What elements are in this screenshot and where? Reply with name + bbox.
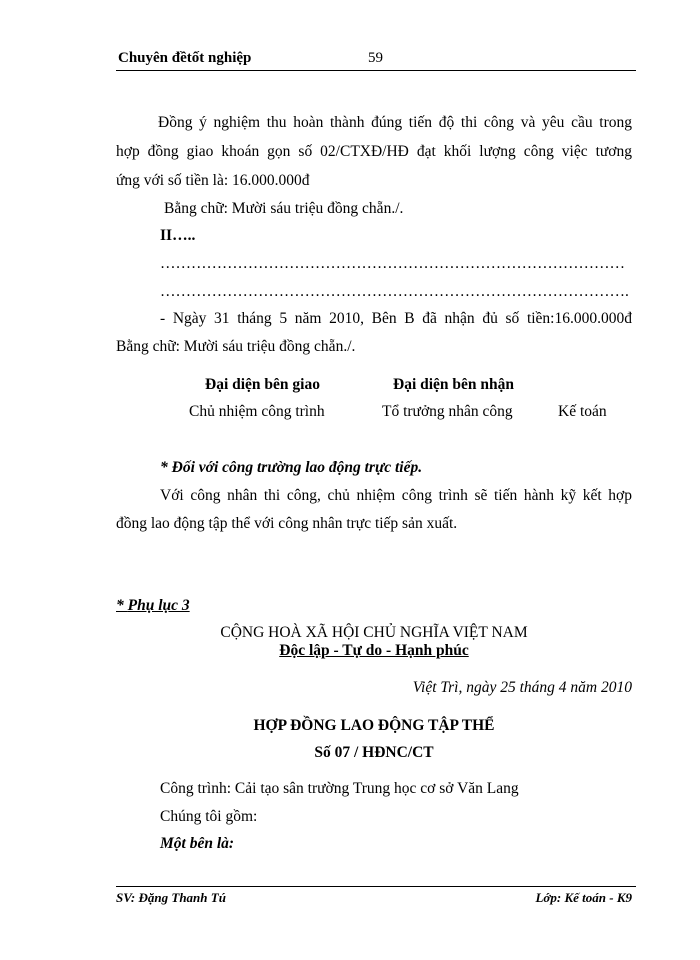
footer-rule: [116, 886, 636, 887]
dotted-line: ……………………………………………………………………………….: [160, 283, 629, 300]
republic-heading: CỘNG HOÀ XÃ HỘI CHỦ NGHĨA VIỆT NAM: [220, 624, 528, 641]
class-name: Lớp: Kế toán - K9: [535, 890, 632, 905]
party-a-label: Một bên là:: [160, 835, 235, 852]
signature-role-ke-toan: Kế toán: [558, 403, 607, 420]
dotted-line: ………………………………………………………………………………: [160, 255, 625, 272]
appendix-heading: [116, 597, 190, 615]
signature-role-to-truong: Tổ trưởng nhân công: [382, 403, 513, 420]
appendix-star: *: [116, 597, 128, 614]
project-line: Công trình: Cải tạo sân trường Trung học cơ sở Văn Lang: [160, 780, 519, 797]
national-motto: [116, 642, 632, 660]
signature-role-chu-nhiem: Chủ nhiệm công trình: [189, 403, 325, 420]
paragraph-line: ứng với số tiền là: 16.000.000đ: [116, 172, 310, 189]
parties-intro: Chúng tôi gồm:: [160, 808, 258, 825]
section-heading-direct-labor: * Đối với công trường lao động trực tiếp.: [160, 459, 423, 476]
motto-text: Độc lập - Tự do - Hạnh phúc: [279, 642, 469, 659]
paragraph-line: đồng lao động tập thể với công nhân trực tiếp sản xuất.: [116, 515, 458, 532]
student-name: SV: Đặng Thanh Tú: [116, 890, 226, 905]
section-ii-heading: II…..: [160, 227, 196, 244]
paragraph-line: - Ngày 31 tháng 5 năm 2010, Bên B đã nhận đủ số tiền:16.000.000đ: [160, 310, 632, 327]
paragraph-line: Đồng ý nghiệm thu hoàn thành đúng tiến độ thi công và yêu cầu trong: [158, 114, 632, 131]
paragraph-line: hợp đồng giao khoán gọn số 02/CTXĐ/HĐ đạt khối lượng công việc tương: [116, 143, 632, 160]
appendix-label: Phụ lục 3: [127, 597, 190, 614]
contract-title: HỢP ĐỒNG LAO ĐỘNG TẬP THỂ: [253, 717, 495, 734]
thesis-title: Chuyên đềtốt nghiệp: [118, 50, 252, 66]
place-and-date: Việt Trì, ngày 25 tháng 4 năm 2010: [412, 679, 632, 696]
signature-title-giao: Đại diện bên giao: [205, 376, 320, 393]
amount-in-words: Bằng chữ: Mười sáu triệu đồng chẵn./.: [164, 200, 404, 217]
header-rule: [116, 70, 636, 71]
page-number: 59: [368, 50, 383, 66]
paragraph-line: Với công nhân thi công, chủ nhiệm công trình sẽ tiến hành kỹ kết hợp: [160, 487, 632, 504]
paragraph-line: Bằng chữ: Mười sáu triệu đồng chẵn./.: [116, 338, 356, 355]
signature-title-nhan: Đại diện bên nhận: [393, 376, 515, 393]
contract-number: Số 07 / HĐNC/CT: [314, 744, 434, 761]
